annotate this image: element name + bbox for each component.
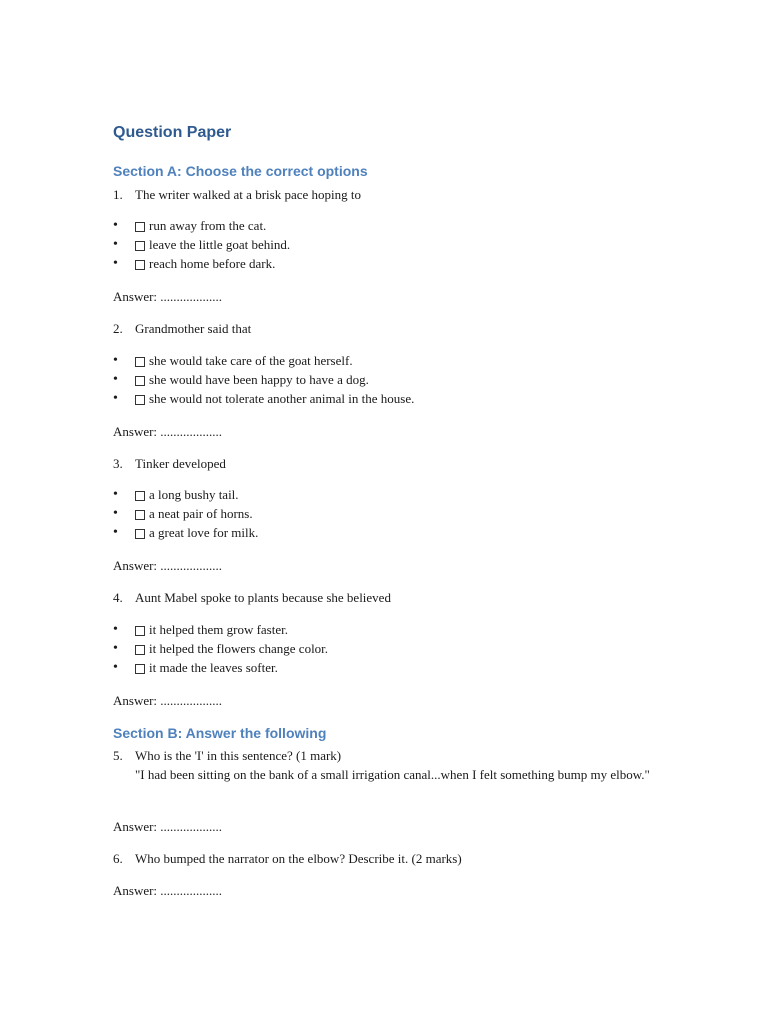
option-label: it made the leaves softer.: [149, 660, 278, 675]
question-number: 5.: [113, 748, 123, 763]
bullet-icon: •: [113, 641, 118, 656]
answer-line-1[interactable]: Answer: ...................: [113, 289, 223, 304]
bullet-icon: •: [113, 525, 118, 540]
section-a-heading: Section A: Choose the correct options: [113, 163, 368, 179]
option-item[interactable]: [113, 658, 328, 677]
section-b-heading: Section B: Answer the following: [113, 725, 327, 741]
question-text: Tinker developed: [135, 456, 226, 471]
option-item[interactable]: [113, 351, 414, 370]
option-label: run away from the cat.: [149, 218, 267, 233]
option-item[interactable]: [113, 254, 290, 273]
question-number: 6.: [113, 851, 123, 866]
question-text: Grandmother said that: [135, 321, 252, 336]
option-label: reach home before dark.: [149, 256, 276, 271]
option-item[interactable]: [113, 370, 414, 389]
question-4: [113, 588, 673, 607]
question-number: 4.: [113, 590, 123, 605]
answer-line-5[interactable]: Answer: ...................: [113, 819, 223, 834]
bullet-icon: •: [113, 372, 118, 387]
option-item[interactable]: [113, 235, 290, 254]
option-item[interactable]: [113, 620, 328, 639]
option-item[interactable]: [113, 389, 414, 408]
option-label: a great love for milk.: [149, 525, 259, 540]
question-number: 2.: [113, 321, 123, 336]
option-label: a neat pair of horns.: [149, 506, 253, 521]
bullet-icon: •: [113, 391, 118, 406]
bullet-icon: •: [113, 660, 118, 675]
question-text: Who is the 'I' in this sentence? (1 mark): [135, 748, 342, 763]
checkbox-icon[interactable]: [135, 645, 145, 655]
checkbox-icon[interactable]: [135, 529, 145, 539]
option-item[interactable]: [113, 216, 290, 235]
question-number: 3.: [113, 456, 123, 471]
question-text-block: [135, 746, 673, 784]
option-label: she would have been happy to have a dog.: [149, 372, 369, 387]
checkbox-icon[interactable]: [135, 260, 145, 270]
question-1: [113, 185, 673, 204]
question-5: [113, 746, 673, 784]
question-2: [113, 319, 673, 338]
bullet-icon: •: [113, 487, 118, 502]
checkbox-icon[interactable]: [135, 222, 145, 232]
option-item[interactable]: [113, 504, 258, 523]
question-text: The writer walked at a brisk pace hoping to: [135, 187, 361, 202]
bullet-icon: •: [113, 256, 118, 271]
bullet-icon: •: [113, 218, 118, 233]
option-label: it helped them grow faster.: [149, 622, 288, 637]
option-label: it helped the flowers change color.: [149, 641, 329, 656]
checkbox-icon[interactable]: [135, 395, 145, 405]
options-list-2: [113, 351, 414, 408]
options-list-4: [113, 620, 328, 677]
question-number: 1.: [113, 187, 123, 202]
bullet-icon: •: [113, 353, 118, 368]
checkbox-icon[interactable]: [135, 357, 145, 367]
options-list-1: [113, 216, 290, 273]
checkbox-icon[interactable]: [135, 241, 145, 251]
checkbox-icon[interactable]: [135, 376, 145, 386]
question-3: [113, 454, 673, 473]
options-list-3: [113, 485, 258, 542]
question-quote: "I had been sitting on the bank of a small irrigation canal...when I felt something bump my elbow.": [135, 767, 650, 782]
checkbox-icon[interactable]: [135, 626, 145, 636]
checkbox-icon[interactable]: [135, 510, 145, 520]
option-label: a long bushy tail.: [149, 487, 239, 502]
page-title: Question Paper: [113, 124, 232, 141]
checkbox-icon[interactable]: [135, 664, 145, 674]
option-label: she would not tolerate another animal in the house.: [149, 391, 415, 406]
bullet-icon: •: [113, 622, 118, 637]
option-label: she would take care of the goat herself.: [149, 353, 353, 368]
question-text: Who bumped the narrator on the elbow? Describe it. (2 marks): [135, 851, 462, 866]
answer-line-6[interactable]: Answer: ...................: [113, 883, 223, 898]
bullet-icon: •: [113, 237, 118, 252]
checkbox-icon[interactable]: [135, 491, 145, 501]
question-text: Aunt Mabel spoke to plants because she believed: [135, 590, 391, 605]
answer-line-2[interactable]: Answer: ...................: [113, 424, 223, 439]
answer-line-3[interactable]: Answer: ...................: [113, 558, 223, 573]
answer-line-4[interactable]: Answer: ...................: [113, 693, 223, 708]
option-label: leave the little goat behind.: [149, 237, 291, 252]
option-item[interactable]: [113, 485, 258, 504]
question-6: [113, 849, 673, 868]
bullet-icon: •: [113, 506, 118, 521]
option-item[interactable]: [113, 523, 258, 542]
option-item[interactable]: [113, 639, 328, 658]
